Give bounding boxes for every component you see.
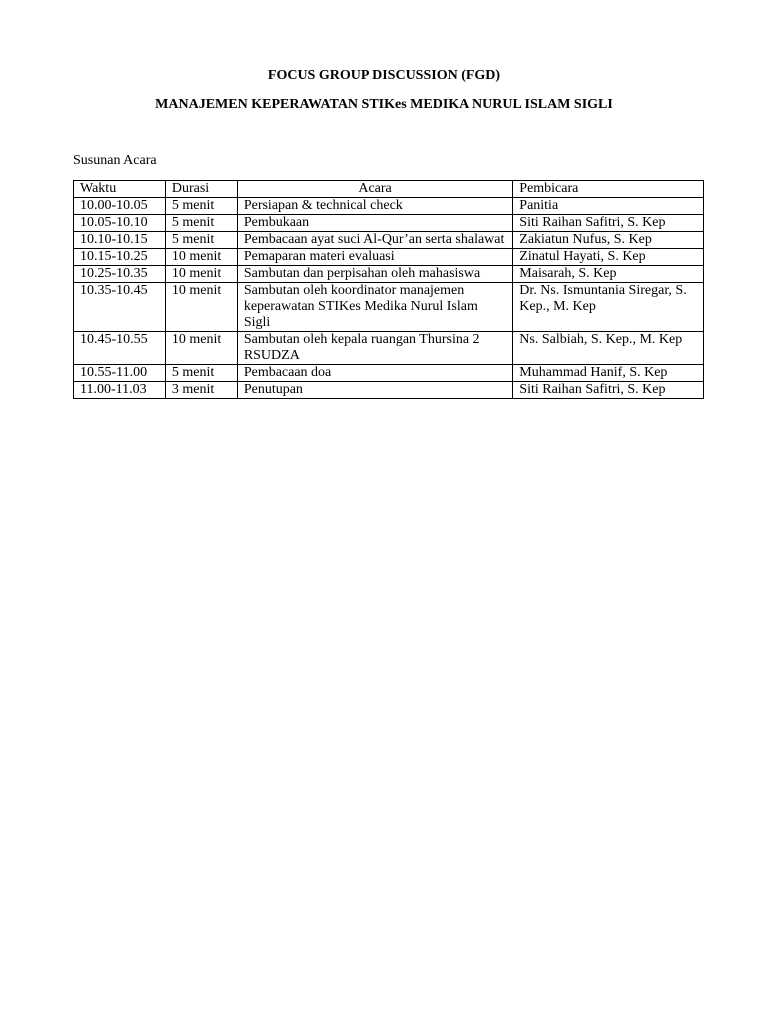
cell-pembicara: Dr. Ns. Ismuntania Siregar, S. Kep., M. Kep — [513, 283, 704, 332]
cell-acara: Sambutan dan perpisahan oleh mahasiswa — [237, 266, 512, 283]
table-row — [74, 198, 704, 215]
cell-pembicara: Zinatul Hayati, S. Kep — [513, 249, 704, 266]
cell-acara: Pembacaan ayat suci Al-Qur’an serta shalawat — [237, 232, 512, 249]
table-row — [74, 249, 704, 266]
cell-durasi: 5 menit — [165, 232, 237, 249]
cell-waktu: 10.10-10.15 — [74, 232, 166, 249]
cell-pembicara: Siti Raihan Safitri, S. Kep — [513, 215, 704, 232]
cell-waktu: 10.15-10.25 — [74, 249, 166, 266]
table-row — [74, 266, 704, 283]
cell-durasi: 5 menit — [165, 365, 237, 382]
cell-pembicara: Muhammad Hanif, S. Kep — [513, 365, 704, 382]
table-row — [74, 332, 704, 365]
cell-waktu: 11.00-11.03 — [74, 382, 166, 399]
cell-acara: Penutupan — [237, 382, 512, 399]
cell-durasi: 10 menit — [165, 283, 237, 332]
document-subtitle: MANAJEMEN KEPERAWATAN STIKes MEDIKA NURUL ISLAM SIGLI — [155, 97, 613, 112]
section-label: Susunan Acara — [73, 153, 157, 168]
table-row — [74, 232, 704, 249]
cell-acara: Pembukaan — [237, 215, 512, 232]
cell-durasi: 10 menit — [165, 266, 237, 283]
cell-waktu: 10.55-11.00 — [74, 365, 166, 382]
table-row — [74, 283, 704, 332]
cell-waktu: 10.25-10.35 — [74, 266, 166, 283]
cell-waktu: 10.35-10.45 — [74, 283, 166, 332]
cell-pembicara: Ns. Salbiah, S. Kep., M. Kep — [513, 332, 704, 365]
cell-durasi: 10 menit — [165, 249, 237, 266]
table-row — [74, 215, 704, 232]
cell-durasi: 5 menit — [165, 215, 237, 232]
cell-acara: Pembacaan doa — [237, 365, 512, 382]
header-waktu: Waktu — [74, 181, 166, 198]
table-row — [74, 365, 704, 382]
header-acara: Acara — [237, 181, 512, 198]
cell-pembicara: Maisarah, S. Kep — [513, 266, 704, 283]
cell-durasi: 10 menit — [165, 332, 237, 365]
cell-acara: Sambutan oleh kepala ruangan Thursina 2 RSUDZA — [237, 332, 512, 365]
cell-durasi: 5 menit — [165, 198, 237, 215]
table-row — [74, 382, 704, 399]
cell-acara: Pemaparan materi evaluasi — [237, 249, 512, 266]
document-title: FOCUS GROUP DISCUSSION (FGD) — [267, 68, 501, 83]
cell-durasi: 3 menit — [165, 382, 237, 399]
header-pembicara: Pembicara — [513, 181, 704, 198]
cell-acara: Sambutan oleh koordinator manajemen keperawatan STIKes Medika Nurul Islam Sigli — [237, 283, 512, 332]
cell-pembicara: Siti Raihan Safitri, S. Kep — [513, 382, 704, 399]
cell-pembicara: Zakiatun Nufus, S. Kep — [513, 232, 704, 249]
cell-acara: Persiapan & technical check — [237, 198, 512, 215]
cell-waktu: 10.05-10.10 — [74, 215, 166, 232]
header-durasi: Durasi — [165, 181, 237, 198]
cell-waktu: 10.45-10.55 — [74, 332, 166, 365]
cell-waktu: 10.00-10.05 — [74, 198, 166, 215]
table-header-row — [74, 181, 704, 198]
schedule-table — [73, 180, 704, 399]
cell-pembicara: Panitia — [513, 198, 704, 215]
